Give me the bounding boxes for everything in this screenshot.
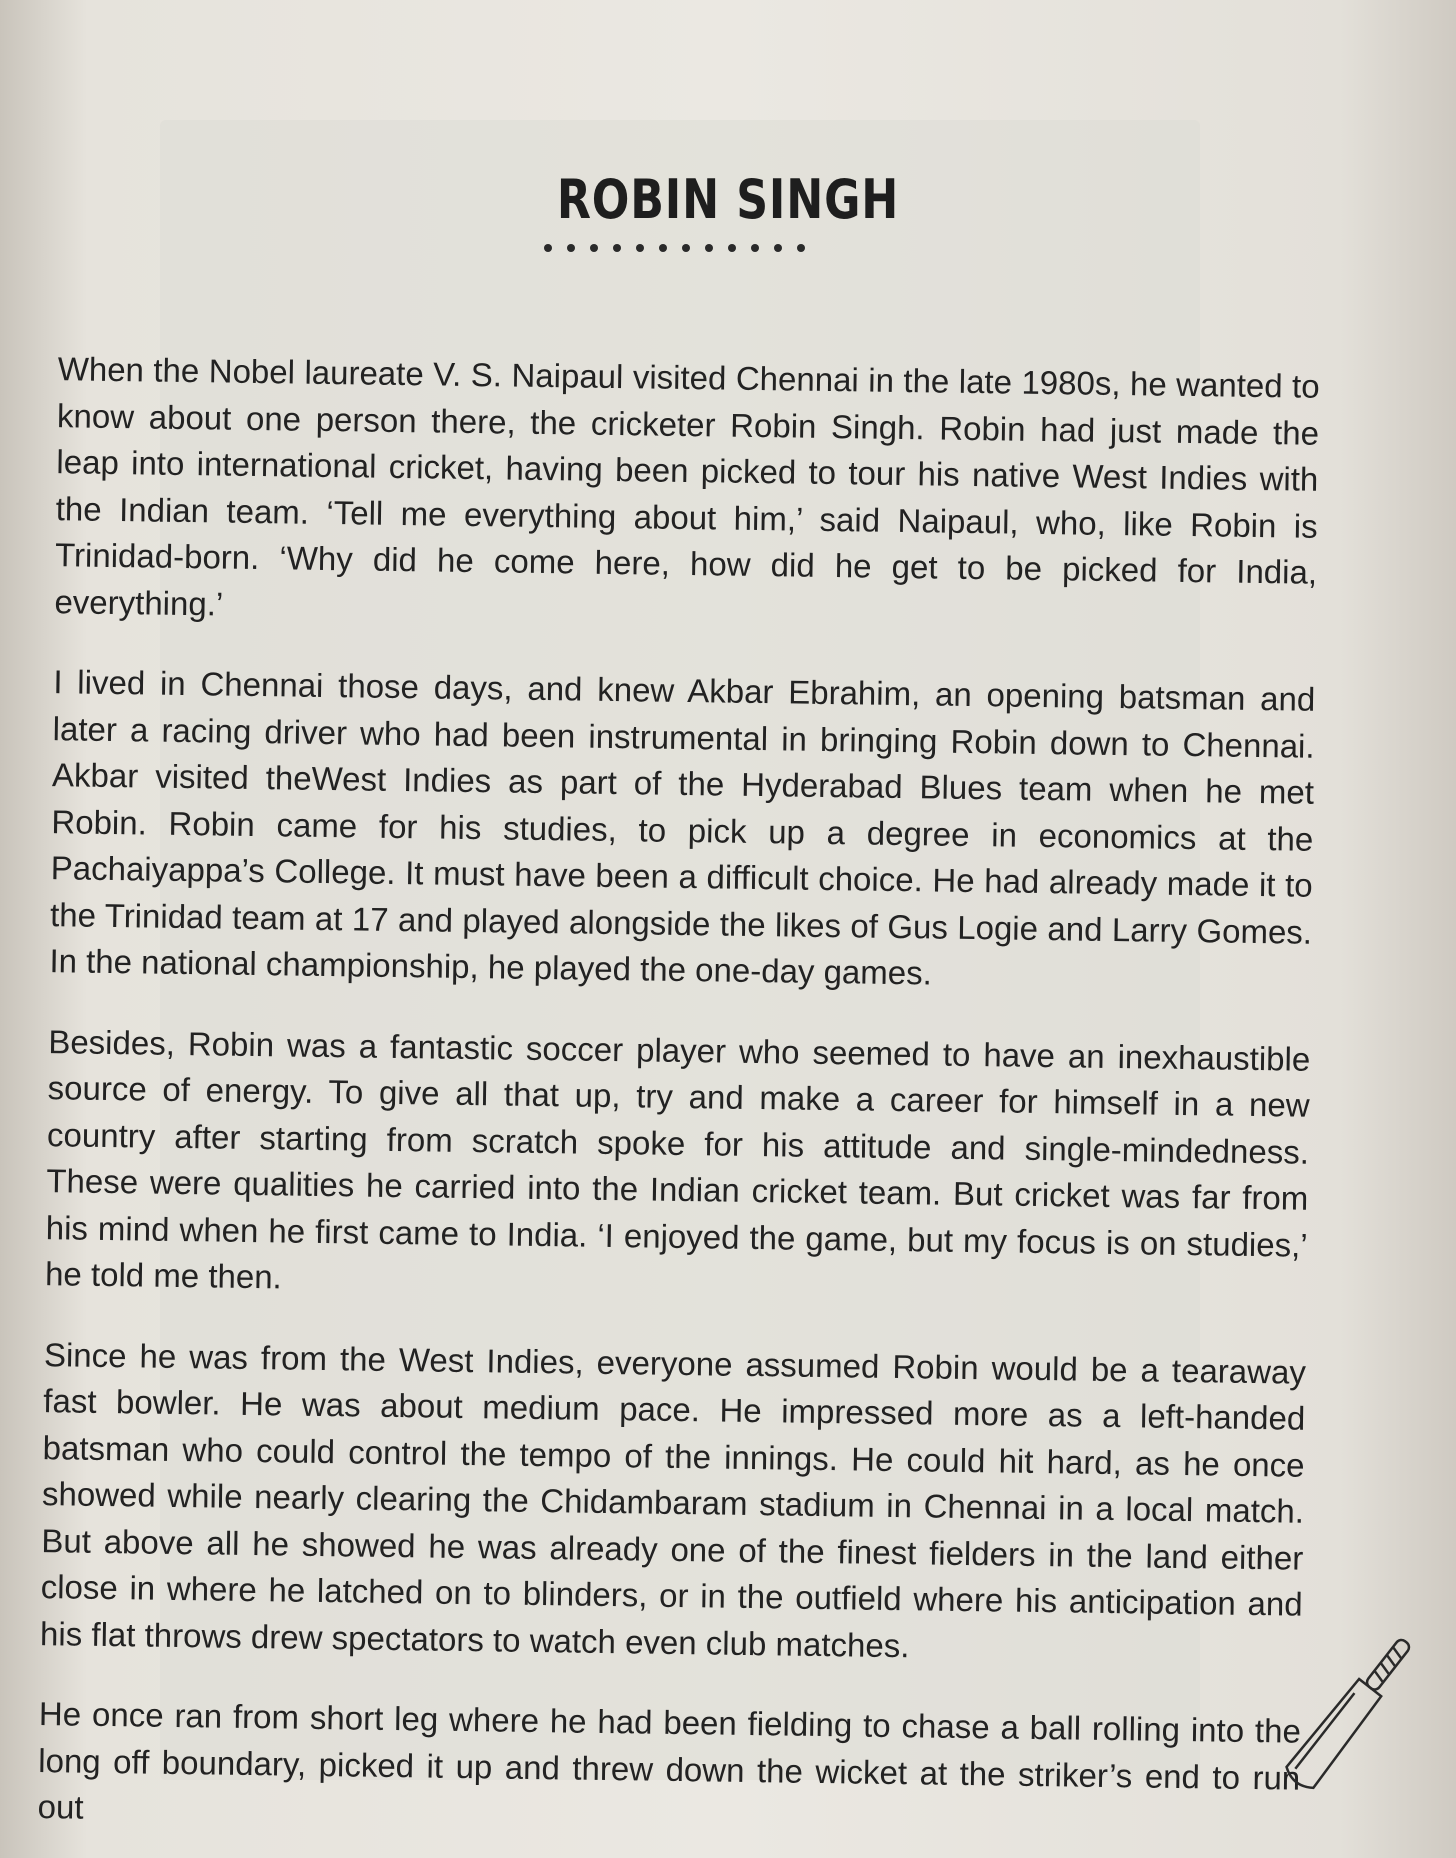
paragraph-3: Besides, Robin was a fantastic soccer player who seemed to have an inexhaustible source of energy. To give all that up, try and make a career for himself in a new country after starting from scratch spoke for his attitude and single-mindedness. These were qualities he carried into the Indian cricket team. But cricket was far from his mind when he first came to India. ‘I enjoyed the game, but my focus is on studies,’ he told me then. xyxy=(44,1022,1311,1296)
paragraph-4: Since he was from the West Indies, everyone assumed Robin would be a tearaway fast bowler. He was about medium pace. He impressed more as a left-handed batsman who could control the tempo of the innings. He could hit hard, as he once showed while nearly clearing the Chidambaram stadium in Chennai in a local match. But above all he showed he was already one of the finest fielders in the land either close in where he latched on to blinders, or in the outfield where his anticipation and his flat throws drew spectators to watch even club matches. xyxy=(39,1335,1307,1664)
cricket-bat-icon xyxy=(1280,1615,1420,1815)
chapter-title: ROBIN SINGH xyxy=(556,168,900,231)
paragraph-1: When the Nobel laureate V. S. Naipaul visited Chennai in the late 1980s, he wanted to know about one person there, the cricketer Robin Singh. Robin had just made the leap into international cricket, having been picked to tour his native West Indies with the Indian team. ‘Tell me everything about him,’ said Naipaul, who, like Robin is Trinidad-born. ‘Why did he come here, how did he get to be picked for India, everything.’ xyxy=(54,350,1320,623)
chapter-body xyxy=(37,346,1320,1858)
paragraph-5: He once ran from short leg where he had been fielding to chase a ball rolling into the long off boundary, picked it up and threw down the wicket at the striker’s end to run out xyxy=(37,1695,1302,1826)
paragraph-2: I lived in Chennai those days, and knew Akbar Ebrahim, an opening batsman and later a racing driver who had been instrumental in bringing Robin down to Chennai. Akbar visited theWest Indies as part of the Hyderabad Blues team when he met Robin. Robin came for his studies, to pick up a degree in economics at the Pachaiyappa’s College. It must have been a difficult choice. He had already made it to the Trinidad team at 17 and played alongside the likes of Gus Logie and Larry Gomes. In the national championship, he played the one-day games. xyxy=(49,663,1316,992)
title-dotted-rule xyxy=(540,240,820,254)
